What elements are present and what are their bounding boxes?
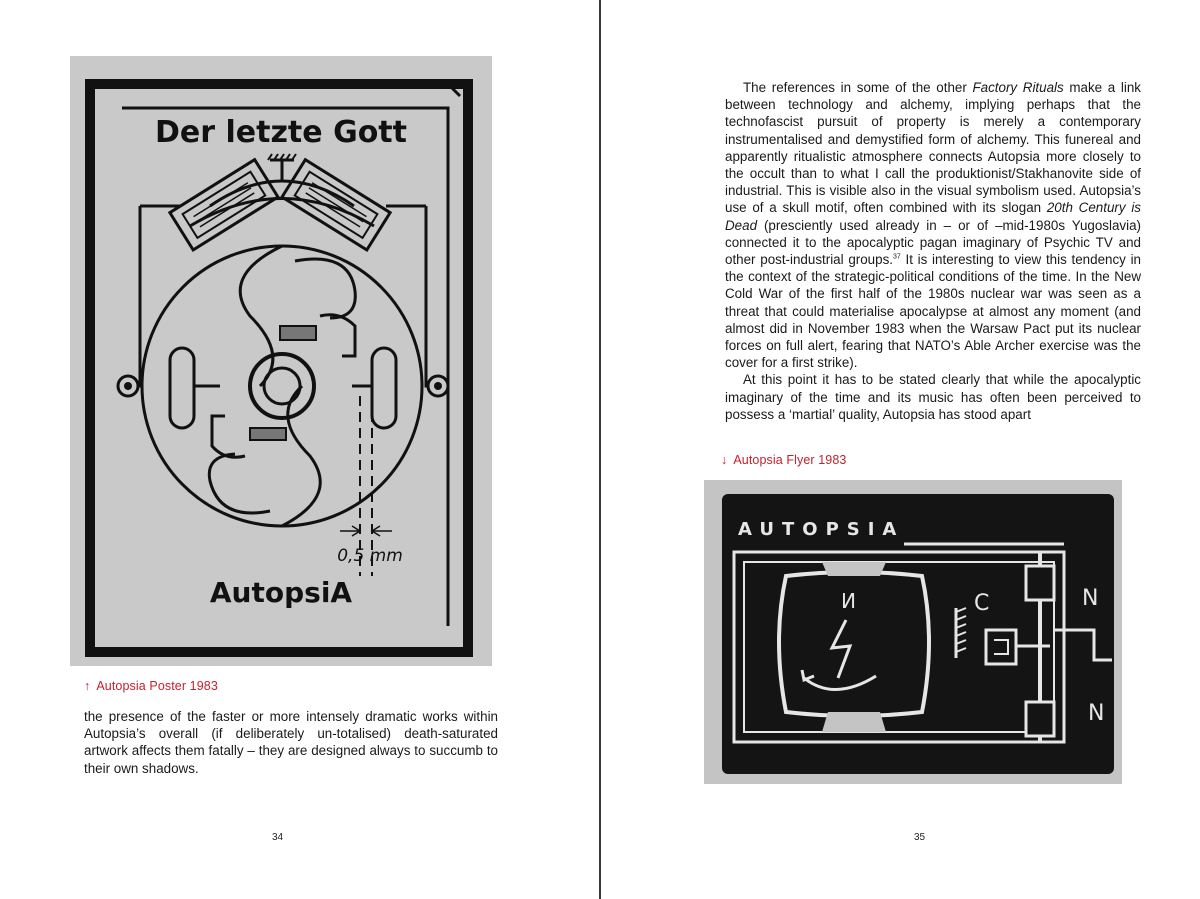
right-body-text [725, 79, 1141, 423]
p1-part-4: It is interesting to view this tendency in the context of the strategic-political conditions of the time. In the New Cold War of the first half of the 1980s nuclear war was seen as a threat that could materialise apocalypse at almost any moment (and almost did in November 1983 when the Warsaw Pact put its nuclear forces on full alert, fearing that NATO’s Able Archer exercise was the cover for a first strike). [725, 252, 1141, 371]
poster-brand-text: AutopsiA [209, 576, 353, 609]
flyer-caption [721, 453, 846, 467]
flyer-letter-n-inner: N [841, 589, 856, 613]
p1-emphasis-slogan: 20th Century is Dead [725, 200, 1141, 233]
footnote-marker[interactable]: 37 [892, 253, 901, 261]
poster-dimension-text: 0,5 mm [337, 546, 403, 566]
flyer-artwork [704, 480, 1122, 784]
poster-caption [84, 679, 218, 693]
p1-part-3: (presciently used already in – or of –mid-1980s Yugoslavia) connected it to the apocalyptic pagan imaginary of Psychic TV and other post-industrial groups. [725, 217, 1141, 268]
flyer-letter-n-right: N [1082, 586, 1099, 611]
poster-artwork [70, 56, 492, 666]
flyer-letter-c: C [974, 591, 990, 616]
left-paragraph: the presence of the faster or more intensely dramatic works within Autopsia’s overall (if deliberately un-totalised) death-saturated artwork affects them fatally – they are designed always to succumb to their own shadows. [84, 709, 498, 776]
p1-part-1: The references in some of the other [743, 80, 973, 95]
page-number-right: 35 [914, 832, 926, 843]
right-paragraph-1 [725, 79, 1141, 371]
p1-emphasis-factory-rituals: Factory Rituals [972, 80, 1064, 95]
autopsia-poster-figure [70, 56, 492, 666]
poster-title-text: Der letzte Gott [155, 115, 407, 150]
p1-part-2: make a link between technology and alchemy, implying perhaps that the technofascist pursuit of property is merely a contemporary instrumentalised and demystified form of alchemy. This funereal and apparently ritualistic atmosphere connects Autopsia more closely to the occult than to what I call the produktionist/Stakhanovite side of industrial. This is visible also in the visual symbolism used. Autopsia’s use of a skull motif, often combined with its slogan [725, 80, 1141, 216]
flyer-brand-text: AUTOPSIA [738, 519, 905, 540]
left-body-text [84, 708, 498, 777]
flyer-letter-n-right-lower: N [1088, 701, 1105, 726]
poster-caption-text: Autopsia Poster 1983 [96, 679, 218, 693]
right-paragraph-2: At this point it has to be stated clearly that while the apocalyptic imaginary of the time and its music has often been perceived to possess a ‘martial’ quality, Autopsia has stood apart [725, 372, 1141, 422]
left-page [0, 0, 599, 899]
page-number-left: 34 [272, 832, 284, 843]
arrow-up-icon: ↑ [84, 679, 91, 693]
right-page [601, 0, 1200, 899]
autopsia-flyer-figure [704, 480, 1122, 784]
arrow-down-icon: ↓ [721, 453, 728, 467]
flyer-caption-text: Autopsia Flyer 1983 [733, 453, 847, 467]
